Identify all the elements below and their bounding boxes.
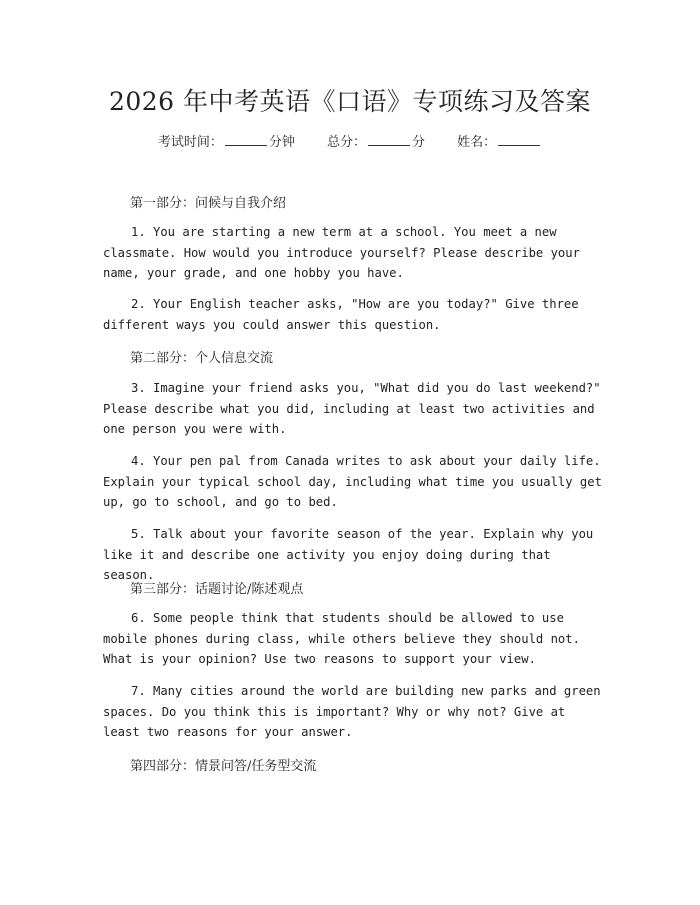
exam-time-field xyxy=(158,131,295,150)
student-name-field xyxy=(457,131,542,150)
student-name-label: 姓名： xyxy=(457,135,497,150)
question-7: 7. Many cities around the world are building new parks and green spaces. Do you think this is important? Why or why not? Give at least two reasons for your answer. xyxy=(103,684,601,739)
question-4: 4. Your pen pal from Canada writes to ask about your daily life. Explain your typical school day, including what time you usually get up, go to school, and go to bed. xyxy=(103,454,602,509)
total-score-label: 总分： xyxy=(326,135,366,150)
question-6: 6. Some people think that students should be allowed to use mobile phones during class, while others believe they should not. What is your opinion? Use two reasons to support your view. xyxy=(103,611,580,666)
total-score-field xyxy=(327,131,425,150)
exam-time-blank xyxy=(225,135,267,146)
exam-time-unit: 分钟 xyxy=(268,135,295,150)
student-name-blank xyxy=(498,135,540,146)
page-title: 2026 年中考英语《口语》专项练习及答案 xyxy=(108,87,592,116)
section-heading-3: 第三部分：话题讨论/陈述观点 xyxy=(130,582,304,597)
exam-info-line xyxy=(0,131,700,150)
question-3: 3. Imagine your friend asks you, "What did you do last weekend?" Please describe what you did, including at least two activities and one person you were with. xyxy=(103,381,601,436)
total-score-unit: 分 xyxy=(412,135,426,150)
section-heading-1: 第一部分：问候与自我介绍 xyxy=(130,196,287,211)
exam-time-label: 考试时间： xyxy=(157,135,223,150)
question-5: 5. Talk about your favorite season of the year. Explain why you like it and describe one activity you enjoy doing during that season. xyxy=(103,527,594,582)
total-score-blank xyxy=(368,135,410,146)
section-heading-2: 第二部分：个人信息交流 xyxy=(130,351,274,366)
question-2: 2. Your English teacher asks, "How are you today?" Give three different ways you could answer this question. xyxy=(103,297,579,332)
section-heading-4: 第四部分：情景问答/任务型交流 xyxy=(130,759,317,774)
question-1: 1. You are starting a new term at a school. You meet a new classmate. How would you introduce yourself? Please describe your name, your grade, and one hobby you have. xyxy=(103,225,580,280)
